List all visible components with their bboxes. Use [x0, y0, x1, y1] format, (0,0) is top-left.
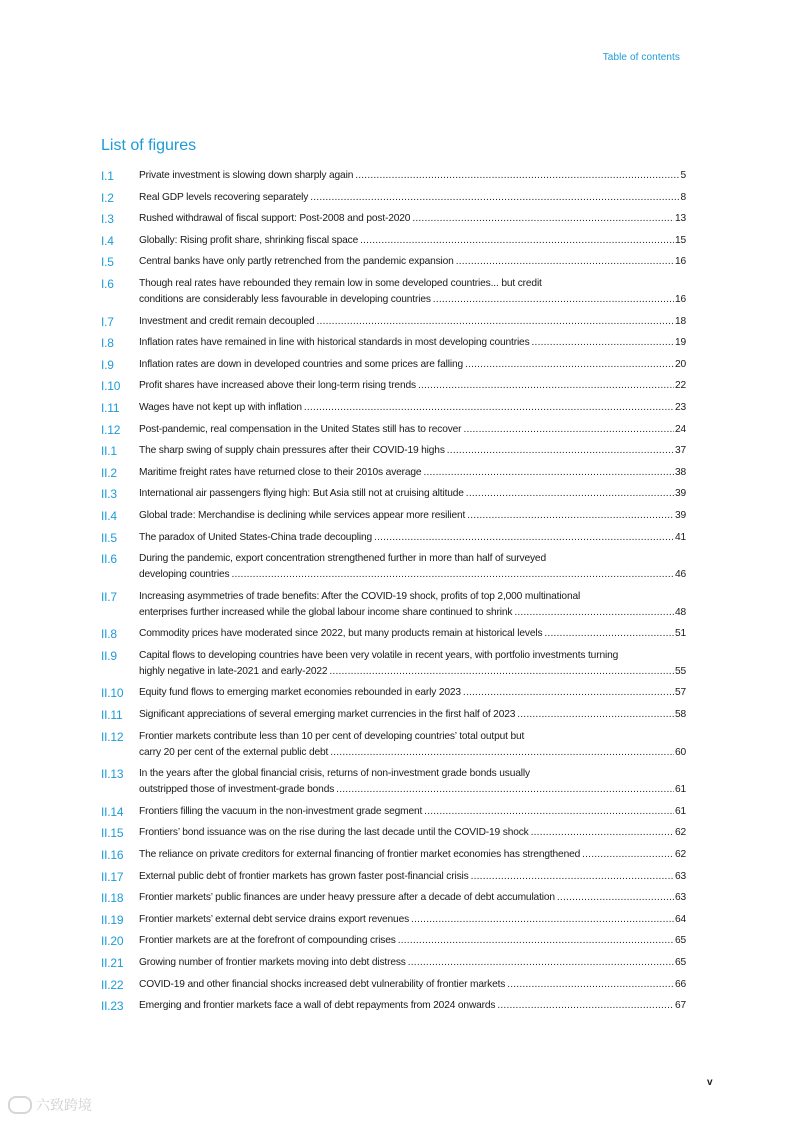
figure-entry[interactable] — [101, 335, 686, 351]
figure-entry[interactable] — [101, 804, 686, 820]
figure-number: II.1 — [101, 444, 117, 459]
figure-title-row — [139, 211, 686, 227]
dot-leader — [408, 955, 674, 971]
figure-title-line: The reliance on private creditors for external financing of frontier market economies has strengthened — [139, 849, 581, 861]
figure-page-number[interactable]: 5 — [680, 170, 686, 181]
figure-page-number[interactable]: 15 — [674, 234, 686, 246]
dot-leader — [304, 400, 674, 416]
figure-page-number[interactable]: 61 — [674, 784, 686, 796]
figure-entry[interactable] — [101, 977, 686, 993]
dot-leader — [557, 890, 674, 906]
figure-page-number[interactable]: 62 — [674, 849, 686, 861]
figure-title-line: Investment and credit remain decoupled — [139, 315, 315, 327]
figure-text — [139, 465, 686, 481]
figure-text — [139, 890, 686, 906]
figure-text — [139, 685, 686, 701]
figure-page-number[interactable]: 63 — [674, 870, 686, 882]
figure-title-line: Frontier markets contribute less than 10 per cent of developing countries’ total output but — [139, 730, 525, 742]
figure-number: II.21 — [101, 956, 124, 970]
figure-title-row — [139, 998, 686, 1014]
figure-page-number[interactable]: 60 — [674, 746, 686, 758]
figure-entry[interactable] — [101, 825, 686, 841]
figure-title-row — [139, 782, 686, 798]
figure-page-number[interactable]: 13 — [674, 213, 686, 225]
figure-title-line: highly negative in late-2021 and early-2022 — [139, 665, 328, 677]
figure-text — [139, 626, 686, 642]
figure-title-row — [139, 400, 686, 416]
figure-number: I.5 — [101, 255, 114, 270]
figure-number: II.15 — [101, 826, 124, 841]
figure-page-number[interactable]: 39 — [674, 509, 686, 521]
figure-title-row — [139, 357, 686, 373]
figure-entry[interactable] — [101, 443, 686, 459]
page-number: v — [707, 1077, 713, 1088]
figure-title-row — [139, 664, 686, 680]
figure-title-line: In the years after the global financial crisis, returns of non-investment grade bonds usually — [139, 768, 530, 780]
figure-number: II.8 — [101, 627, 117, 642]
figure-title-row — [139, 292, 686, 308]
figure-page-number[interactable]: 38 — [674, 466, 686, 478]
figure-text — [139, 211, 686, 227]
figure-number: II.19 — [101, 912, 124, 927]
figure-title-line: External public debt of frontier markets has grown faster post-financial crisis — [139, 870, 469, 882]
dot-leader — [467, 508, 674, 524]
figure-number: II.14 — [101, 804, 124, 819]
figure-title-row — [139, 825, 686, 841]
figure-entry[interactable] — [101, 551, 686, 583]
figure-title-row — [139, 847, 686, 863]
figure-title-row — [139, 378, 686, 394]
figure-text — [139, 276, 686, 308]
figure-page-number[interactable]: 23 — [674, 401, 686, 413]
page-title: List of figures — [101, 137, 197, 154]
figure-number: I.10 — [101, 379, 121, 394]
figure-list — [101, 168, 686, 1020]
figure-entry[interactable] — [101, 168, 686, 184]
figure-title-row — [139, 233, 686, 249]
figure-title-row — [139, 685, 686, 701]
dot-leader — [471, 869, 674, 885]
figure-entry[interactable] — [101, 648, 686, 680]
figure-title-row — [139, 977, 686, 993]
figure-title-line: Though real rates have rebounded they remain low in some developed countries... but credit — [139, 277, 542, 289]
figure-text — [139, 648, 686, 680]
figure-text — [139, 804, 686, 820]
figure-title-line: Capital flows to developing countries have been very volatile in recent years, with portfolio investments turning — [139, 649, 619, 661]
figure-title-line: Wages have not kept up with inflation — [139, 401, 302, 413]
figure-entry[interactable] — [101, 955, 686, 971]
figure-title-line: Globally: Rising profit share, shrinking fiscal space — [139, 234, 359, 246]
figure-title-line: During the pandemic, export concentration strengthened further in more than half of surveyed — [139, 553, 546, 565]
figure-title-row — [139, 626, 686, 642]
figure-entry[interactable] — [101, 422, 686, 438]
dot-leader — [582, 847, 674, 863]
figure-page-number[interactable]: 41 — [674, 531, 686, 543]
figure-title-row — [139, 890, 686, 906]
figure-text — [139, 486, 686, 502]
figure-number: I.11 — [101, 400, 120, 415]
figure-page-number[interactable]: 65 — [674, 935, 686, 947]
figure-entry[interactable] — [101, 912, 686, 928]
figure-text — [139, 729, 686, 761]
figure-entry[interactable] — [101, 465, 686, 481]
figure-title-row — [139, 955, 686, 971]
figure-text — [139, 443, 686, 459]
figure-title-line: Significant appreciations of several emerging market currencies in the first half of 2023 — [139, 709, 516, 721]
dot-leader — [330, 745, 674, 761]
figure-title-line: The sharp swing of supply chain pressures after their COVID-19 highs — [139, 445, 445, 457]
figure-title-row — [139, 745, 686, 761]
figure-number: II.3 — [101, 487, 117, 502]
figure-text — [139, 707, 686, 723]
dot-leader — [411, 912, 674, 928]
figure-page-number[interactable]: 67 — [674, 1000, 686, 1012]
figure-entry[interactable] — [101, 254, 686, 270]
figure-title-line: Real GDP levels recovering separately — [139, 191, 309, 203]
figure-entry[interactable] — [101, 933, 686, 949]
figure-page-number[interactable]: 20 — [674, 358, 686, 370]
figure-page-number[interactable]: 58 — [674, 709, 686, 721]
figure-title-row — [139, 508, 686, 524]
figure-entry[interactable] — [101, 314, 686, 330]
figure-page-number[interactable]: 16 — [674, 293, 686, 305]
figure-number: II.10 — [101, 686, 124, 701]
figure-entry[interactable] — [101, 378, 686, 394]
figure-page-number[interactable]: 37 — [674, 445, 686, 457]
figure-title-line: Frontier markets’ public finances are under heavy pressure after a decade of debt accumulation — [139, 892, 555, 904]
figure-title-line: Inflation rates have remained in line with historical standards in most developing countries — [139, 337, 530, 349]
figure-text — [139, 400, 686, 416]
figure-title-row — [139, 443, 686, 459]
figure-number: II.4 — [101, 508, 117, 523]
figure-title-row — [139, 465, 686, 481]
figure-page-number[interactable]: 51 — [674, 628, 686, 640]
dot-leader — [317, 314, 674, 330]
figure-title-line: Frontiers’ bond issuance was on the rise during the last decade until the COVID-19 shock — [139, 827, 529, 839]
figure-title-line: enterprises further increased while the global labour income share continued to shrink — [139, 606, 513, 618]
figure-entry[interactable] — [101, 190, 686, 206]
figure-entry[interactable] — [101, 766, 686, 798]
figure-text — [139, 378, 686, 394]
figure-number: II.2 — [101, 465, 117, 480]
figure-title-line: Global trade: Merchandise is declining while services appear more resilient — [139, 509, 466, 521]
dot-leader — [329, 664, 674, 680]
figure-title-line: Growing number of frontier markets moving into debt distress — [139, 957, 406, 968]
figure-page-number[interactable]: 24 — [674, 423, 686, 435]
figure-number: II.22 — [101, 977, 124, 992]
figure-text — [139, 422, 686, 438]
figure-text — [139, 530, 686, 546]
dot-leader — [310, 190, 679, 206]
dot-leader — [514, 605, 674, 621]
figure-number: II.20 — [101, 934, 124, 949]
figure-title-row — [139, 869, 686, 885]
figure-entry[interactable] — [101, 847, 686, 863]
figure-number: II.11 — [101, 708, 123, 723]
figure-title-line: Private investment is slowing down sharply again — [139, 170, 354, 181]
figure-entry[interactable] — [101, 357, 686, 373]
dot-leader — [423, 465, 674, 481]
watermark-text: 六致跨境 — [36, 1097, 92, 1113]
figure-text — [139, 233, 686, 249]
dot-leader — [418, 378, 674, 394]
figure-title-row — [139, 567, 686, 583]
figure-page-number[interactable]: 48 — [674, 606, 686, 618]
figure-page-number[interactable]: 55 — [674, 665, 686, 677]
figure-number: I.6 — [101, 276, 114, 291]
figure-entry[interactable] — [101, 211, 686, 227]
dot-leader — [465, 357, 674, 373]
figure-title-line: Maritime freight rates have returned close to their 2010s average — [139, 466, 422, 478]
dot-leader — [374, 530, 674, 546]
figure-entry[interactable] — [101, 530, 686, 546]
figure-title-line: Frontier markets are at the forefront of compounding crises — [139, 935, 396, 947]
figure-title-line: Inflation rates are down in developed countries and some prices are falling — [139, 358, 464, 370]
figure-page-number[interactable]: 63 — [674, 892, 686, 904]
figure-text — [139, 190, 686, 206]
figure-title-line: Equity fund flows to emerging market economies rebounded in early 2023 — [139, 687, 461, 699]
figure-entry[interactable] — [101, 233, 686, 249]
figure-number: II.13 — [101, 767, 124, 782]
dot-leader — [398, 933, 674, 949]
figure-page-number[interactable]: 61 — [674, 805, 686, 817]
figure-text — [139, 955, 686, 971]
figure-page-number[interactable]: 46 — [674, 569, 686, 581]
figure-title-line: Increasing asymmetries of trade benefits: After the COVID-19 shock, profits of top 2,000 multinational — [139, 590, 581, 602]
figure-text — [139, 508, 686, 524]
figure-title-row — [139, 486, 686, 502]
figure-entry[interactable] — [101, 276, 686, 308]
figure-entry[interactable] — [101, 486, 686, 502]
figure-number: II.7 — [101, 589, 117, 604]
figure-text — [139, 933, 686, 949]
figure-entry[interactable] — [101, 589, 686, 621]
figure-title-line: outstripped those of investment-grade bonds — [139, 784, 335, 796]
figure-page-number[interactable]: 57 — [674, 687, 686, 699]
figure-entry[interactable] — [101, 869, 686, 885]
figure-title-row — [139, 190, 686, 206]
figure-title-row — [139, 422, 686, 438]
figure-entry[interactable] — [101, 626, 686, 642]
figure-entry[interactable] — [101, 729, 686, 761]
figure-title-row — [139, 605, 686, 621]
figure-number: I.7 — [101, 314, 114, 329]
figure-number: II.23 — [101, 999, 124, 1014]
figure-title-row — [139, 804, 686, 820]
figure-entry[interactable] — [101, 707, 686, 723]
figure-title-row — [139, 530, 686, 546]
figure-number: II.6 — [101, 552, 117, 567]
figure-number: II.12 — [101, 729, 124, 744]
figure-number: I.3 — [101, 212, 114, 227]
dot-leader — [517, 707, 674, 723]
dot-leader — [507, 977, 674, 993]
table-of-contents-link[interactable]: Table of contents — [602, 52, 680, 63]
figure-title-line: developing countries — [139, 569, 230, 581]
figure-text — [139, 825, 686, 841]
figure-title-line: Emerging and frontier markets face a wall of debt repayments from 2024 onwards — [139, 1000, 496, 1012]
figure-title-row — [139, 168, 686, 184]
dot-leader — [412, 211, 674, 227]
figure-text — [139, 847, 686, 863]
figure-page-number[interactable]: 18 — [674, 315, 686, 327]
watermark — [8, 1095, 92, 1115]
figure-page-number[interactable]: 16 — [674, 256, 686, 268]
dot-leader — [456, 254, 674, 270]
dot-leader — [447, 443, 674, 459]
figure-number: II.5 — [101, 530, 117, 545]
figure-title-row — [139, 707, 686, 723]
figure-entry[interactable] — [101, 400, 686, 416]
figure-page-number[interactable]: 66 — [674, 978, 686, 990]
figure-title-row — [139, 254, 686, 270]
figure-page-number[interactable]: 8 — [680, 191, 686, 203]
figure-text — [139, 869, 686, 885]
figure-number: II.9 — [101, 648, 117, 663]
figure-title-line: Profit shares have increased above their long-term rising trends — [139, 380, 416, 392]
dot-leader — [433, 292, 674, 308]
figure-title-row — [139, 314, 686, 330]
figure-text — [139, 589, 686, 621]
figure-title-line: Frontier markets’ external debt service drains export revenues — [139, 913, 410, 925]
figure-title-row — [139, 335, 686, 351]
figure-number: I.2 — [101, 190, 114, 205]
dot-leader — [544, 626, 674, 642]
figure-title-line: carry 20 per cent of the external public debt — [139, 746, 329, 758]
figure-page-number[interactable]: 22 — [674, 380, 686, 392]
dot-leader — [360, 233, 674, 249]
figure-page-number[interactable]: 19 — [674, 337, 686, 349]
figure-title-line: The paradox of United States-China trade decoupling — [139, 531, 373, 543]
figure-title-line: Post-pandemic, real compensation in the United States still has to recover — [139, 423, 462, 435]
figure-entry[interactable] — [101, 685, 686, 701]
figure-number: II.18 — [101, 891, 124, 906]
figure-number: I.9 — [101, 357, 114, 372]
figure-text — [139, 314, 686, 330]
figure-title-row — [139, 912, 686, 928]
dot-leader — [336, 782, 674, 798]
figure-text — [139, 766, 686, 798]
dot-leader — [532, 335, 674, 351]
dot-leader — [531, 825, 674, 841]
figure-entry[interactable] — [101, 998, 686, 1014]
dot-leader — [497, 998, 674, 1014]
figure-text — [139, 977, 686, 993]
figure-number: I.1 — [101, 169, 114, 183]
figure-title-row — [139, 933, 686, 949]
figure-text — [139, 998, 686, 1014]
figure-number: II.17 — [101, 869, 124, 884]
dot-leader — [466, 486, 674, 502]
figure-title-line: Commodity prices have moderated since 2022, but many products remain at historical levels — [139, 628, 543, 640]
figure-page-number[interactable]: 62 — [674, 827, 686, 839]
figure-title-line: Frontiers filling the vacuum in the non-investment grade segment — [139, 805, 423, 817]
dot-leader — [424, 804, 674, 820]
figure-number: I.8 — [101, 336, 114, 351]
figure-text — [139, 912, 686, 928]
dot-leader — [231, 567, 674, 583]
dot-leader — [463, 685, 674, 701]
figure-page-number[interactable]: 65 — [674, 957, 686, 968]
figure-title-line: Central banks have only partly retrenched from the pandemic expansion — [139, 256, 454, 268]
figure-text — [139, 551, 686, 583]
figure-title-line: International air passengers flying high: But Asia still not at cruising altitude — [139, 488, 464, 500]
figure-text — [139, 335, 686, 351]
figure-number: I.12 — [101, 422, 121, 437]
figure-number: I.4 — [101, 233, 114, 248]
figure-page-number[interactable]: 39 — [674, 488, 686, 500]
figure-title-line: COVID-19 and other financial shocks increased debt vulnerability of frontier markets — [139, 978, 506, 990]
figure-text — [139, 357, 686, 373]
figure-page-number[interactable]: 64 — [674, 913, 686, 925]
figure-text — [139, 254, 686, 270]
figure-entry[interactable] — [101, 890, 686, 906]
dot-leader — [463, 422, 674, 438]
dot-leader — [355, 168, 679, 184]
figure-number: II.16 — [101, 848, 124, 863]
watermark-logo-icon — [8, 1096, 32, 1114]
figure-text — [139, 168, 686, 184]
figure-entry[interactable] — [101, 508, 686, 524]
figure-title-line: conditions are considerably less favourable in developing countries — [139, 293, 431, 305]
figure-title-line: Rushed withdrawal of fiscal support: Post-2008 and post-2020 — [139, 213, 411, 225]
